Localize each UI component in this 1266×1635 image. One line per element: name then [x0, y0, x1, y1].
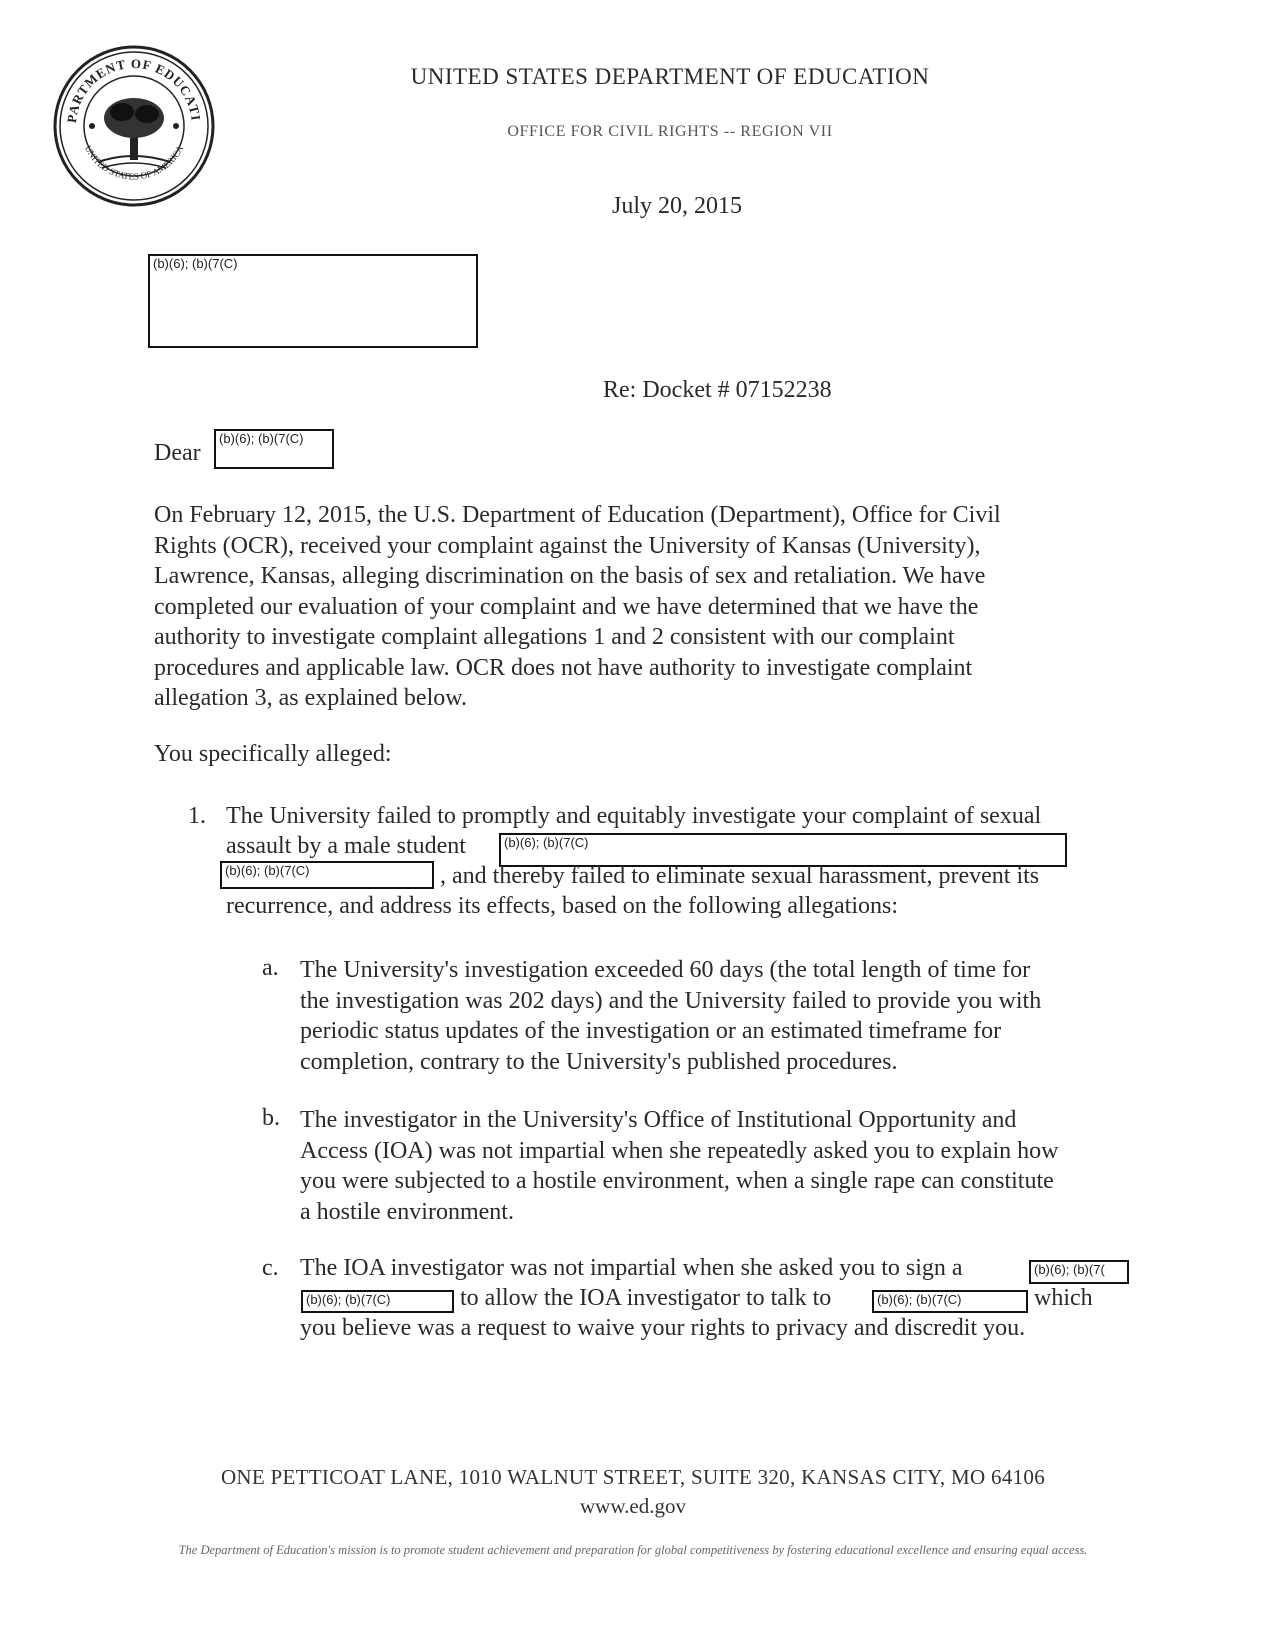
salutation-redaction: (b)(6); (b)(7(C) [214, 429, 334, 469]
sub-a-line: The University's investigation exceeded 60 days (the total length of time for [300, 957, 1031, 983]
form-redaction-2: (b)(6); (b)(7(C) [301, 1290, 454, 1313]
sub-a-line: the investigation was 202 days) and the University failed to provide you with [300, 987, 1042, 1014]
sub-b-line: a hostile environment. [300, 1198, 514, 1225]
intro-line: Rights (OCR), received your complaint against the University of Kansas (University), [154, 532, 981, 559]
mission-statement: The Department of Education's mission is to promote student achievement and preparation for global competitiveness by fostering educational excellence and ensuring equal access. [178, 1543, 1088, 1557]
allegation1-line: assault by a male student [226, 833, 466, 859]
student-redaction: (b)(6); (b)(7(C) [499, 833, 1067, 867]
sub-b-line: you were subjected to a hostile environment, when a single rape can constitute [300, 1168, 1054, 1194]
sub-b-line: Access (IOA) was not impartial when she repeatedly asked you to explain how [300, 1137, 1059, 1164]
allegation1-line: , and thereby failed to eliminate sexual harassment, prevent its [440, 863, 1040, 889]
sub-c-line: to allow the IOA investigator to talk to [460, 1285, 832, 1311]
form-redaction: (b)(6); (b)(7( [1029, 1260, 1129, 1284]
sub-c-line: The IOA investigator was not impartial when she asked you to sign a [300, 1255, 963, 1281]
intro-line: Lawrence, Kansas, alleging discrimination on the basis of sex and retaliation. We have [154, 563, 986, 589]
svg-text:DEPARTMENT OF EDUCATION: PARTMENT OF EDUCATI [64, 55, 204, 124]
sub-allegation-letter: a. [262, 955, 279, 981]
sub-allegation-letter: b. [262, 1105, 280, 1131]
allegation1-line: The University failed to promptly and equitably investigate your complaint of sexual [226, 803, 1042, 829]
intro-paragraph [154, 500, 1094, 714]
svg-text:UNITED STATES OF AMERICA: UNITED STATES OF AMERICA [82, 143, 186, 182]
footer-address: ONE PETTICOAT LANE, 1010 WALNUT STREET, SUITE 320, KANSAS CITY, MO 64106 [220, 1465, 1046, 1489]
allegation1-line: recurrence, and address its effects, based on the following allegations: [226, 893, 898, 919]
student-redaction-2: (b)(6); (b)(7(C) [220, 861, 434, 889]
sub-allegation-letter: c. [262, 1255, 279, 1281]
sub-b-line: The investigator in the University's Office of Institutional Opportunity and [300, 1107, 1017, 1133]
docket-reference: Re: Docket # 07152238 [603, 377, 832, 403]
allegation-number: 1. [188, 803, 206, 829]
sub-c-line: you believe was a request to waive your rights to privacy and discredit you. [300, 1315, 1026, 1341]
salutation: Dear [154, 440, 201, 466]
sub-a-line: periodic status updates of the investigation or an estimated timeframe for [300, 1018, 1002, 1044]
footer-website: www.ed.gov [580, 1494, 686, 1518]
office-name: OFFICE FOR CIVIL RIGHTS -- REGION VII [507, 123, 833, 140]
intro-line: completed our evaluation of your complaint and we have determined that we have the [154, 593, 979, 620]
department-seal [52, 44, 216, 208]
letter-date: July 20, 2015 [612, 193, 743, 219]
intro-line: authority to investigate complaint allegations 1 and 2 consistent with our complaint [154, 624, 955, 650]
intro-line: procedures and applicable law. OCR does not have authority to investigate complaint [154, 654, 973, 681]
intro-line: allegation 3, as explained below. [154, 685, 468, 711]
allegations-intro: You specifically alleged: [154, 741, 392, 767]
agency-name: UNITED STATES DEPARTMENT OF EDUCATION [410, 64, 930, 89]
address-redaction: (b)(6); (b)(7(C) [148, 254, 478, 348]
sub-a-line: completion, contrary to the University's published procedures. [300, 1048, 898, 1075]
intro-line: On February 12, 2015, the U.S. Department of Education (Department), Office for Civil [154, 502, 1001, 528]
sub-allegation-a [300, 955, 1120, 1077]
seal-icon [52, 44, 216, 208]
sub-allegation-b [300, 1105, 1120, 1227]
person-redaction: (b)(6); (b)(7(C) [872, 1290, 1028, 1313]
sub-c-line: which [1034, 1285, 1093, 1311]
